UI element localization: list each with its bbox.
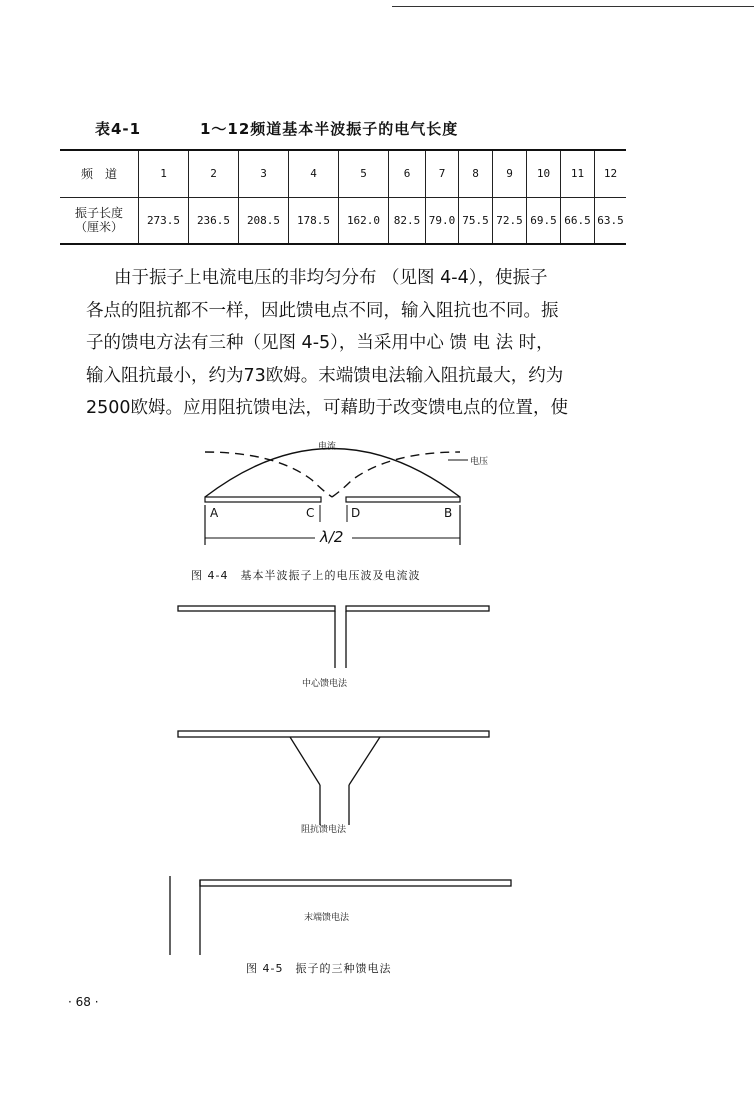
table-cell: 75.5 <box>459 197 493 244</box>
end-feed-dipole <box>200 880 511 886</box>
table-cell: 178.5 <box>289 197 339 244</box>
table-cell: 11 <box>561 150 595 197</box>
page-number: · 68 · <box>68 995 99 1009</box>
paragraph-line: 输入阻抗最小，约为73欧姆。末端馈电法输入阻抗最大，约为 <box>86 365 564 386</box>
table-cell: 4 <box>289 150 339 197</box>
figure-4-5 <box>170 606 511 955</box>
table-cell: 162.0 <box>339 197 389 244</box>
impedance-feed-label: 阻抗馈电法 <box>301 825 347 835</box>
paragraph-line: 由于振子上电流电压的非均匀分布 （见图 4-4），使振子 <box>114 268 548 288</box>
table-cell: 8 <box>459 150 493 197</box>
point-b-label: B <box>444 506 453 520</box>
end-feed-label: 末端馈电法 <box>304 913 350 923</box>
table-cell: 2 <box>189 150 239 197</box>
voltage-wave-right <box>332 452 460 497</box>
row-header-channel: 频 道 <box>60 150 139 197</box>
impedance-feed-dipole <box>178 731 489 737</box>
table-cell: 3 <box>239 150 289 197</box>
dipole-right-arm <box>346 497 460 502</box>
table-cell: 236.5 <box>189 197 239 244</box>
table-cell: 66.5 <box>561 197 595 244</box>
dipole-left-arm <box>205 497 321 502</box>
center-feed-left-arm <box>178 606 335 611</box>
half-wavelength-label: λ/2 <box>320 528 344 546</box>
table-cell: 69.5 <box>527 197 561 244</box>
point-a-label: A <box>210 506 219 520</box>
table-cell: 208.5 <box>239 197 289 244</box>
current-label: 电流 <box>318 442 337 452</box>
voltage-wave-left <box>205 452 332 497</box>
row-header-length-line2: （厘米） <box>74 220 123 235</box>
table-cell: 72.5 <box>493 197 527 244</box>
paragraph-line: 2500欧姆。应用阻抗馈电法，可藉助于改变馈电点的位置，使 <box>86 398 569 418</box>
table-number: 表4-1 <box>95 120 142 138</box>
table-caption: 1～12频道基本半波振子的电气长度 <box>200 120 459 138</box>
point-d-label: D <box>351 506 361 520</box>
figure-4-5-caption: 图 4-5 振子的三种馈电法 <box>246 962 392 975</box>
paragraph-line: 各点的阻抗都不一样，因此馈电点不同，输入阻抗也不同。振 <box>86 300 559 321</box>
table-cell: 5 <box>339 150 389 197</box>
table-cell: 6 <box>389 150 426 197</box>
table-cell: 273.5 <box>139 197 189 244</box>
point-c-label: C <box>306 506 315 520</box>
center-feed-label: 中心馈电法 <box>302 679 348 689</box>
table-cell: 7 <box>426 150 459 197</box>
table-cell: 1 <box>139 150 189 197</box>
table-cell: 63.5 <box>595 197 627 244</box>
table-cell: 82.5 <box>389 197 426 244</box>
center-feed-right-arm <box>346 606 489 611</box>
figure-4-4-caption: 图 4-4 基本半波振子上的电压波及电流波 <box>191 569 421 582</box>
table-cell: 12 <box>595 150 627 197</box>
paragraph-line: 子的馈电方法有三种（见图 4-5），当采用中心 馈 电 法 时， <box>86 333 554 353</box>
voltage-label: 电压 <box>470 457 489 467</box>
table-cell: 9 <box>493 150 527 197</box>
table-cell: 10 <box>527 150 561 197</box>
current-wave <box>205 449 460 498</box>
row-header-length-line1: 振子长度 <box>74 206 123 221</box>
table-cell: 79.0 <box>426 197 459 244</box>
